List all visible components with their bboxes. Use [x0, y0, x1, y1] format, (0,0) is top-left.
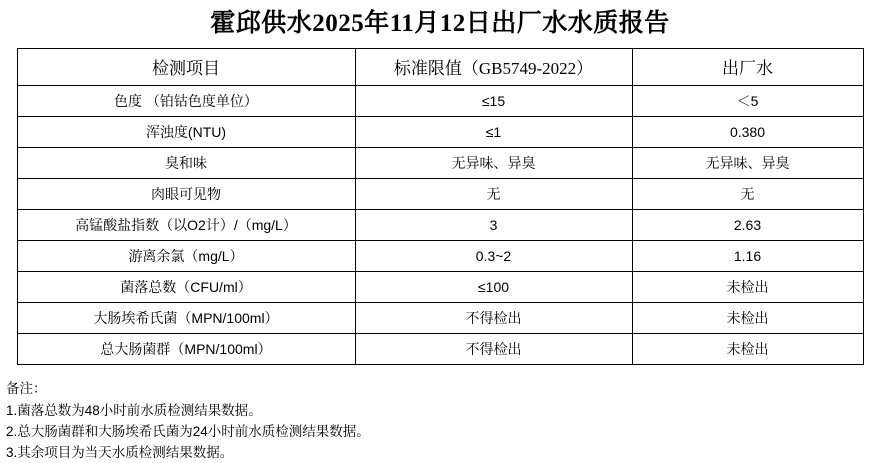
cell-value: 未检出 — [632, 302, 863, 333]
cell-value: 0.380 — [632, 116, 863, 147]
page-title: 霍邱供水2025年11月12日出厂水水质报告 — [210, 10, 670, 37]
cell-standard: 无 — [355, 178, 632, 209]
cell-item: 游离余氯（mg/L） — [17, 240, 355, 271]
water-quality-table — [17, 48, 864, 365]
cell-value: 1.16 — [632, 240, 863, 271]
note-item: 3.其余项目为当天水质检测结果数据。 — [6, 444, 234, 460]
table-row — [17, 333, 863, 364]
table-row — [17, 147, 863, 178]
cell-item: 高锰酸盐指数（以O2计）/（mg/L） — [17, 209, 355, 240]
table-row — [17, 271, 863, 302]
cell-standard: ≤15 — [355, 85, 632, 116]
cell-value: 2.63 — [632, 209, 863, 240]
cell-standard: 无异味、异臭 — [355, 147, 632, 178]
cell-standard: 3 — [355, 209, 632, 240]
table-row — [17, 302, 863, 333]
table-header-row — [17, 48, 863, 85]
table-row — [17, 85, 863, 116]
cell-value: 无异味、异臭 — [632, 147, 863, 178]
table-row — [17, 178, 863, 209]
cell-value: 未检出 — [632, 333, 863, 364]
notes-title: 备注： — [6, 380, 47, 396]
table-row — [17, 209, 863, 240]
table-row — [17, 240, 863, 271]
column-header-effluent-water: 出厂水 — [632, 48, 863, 85]
notes-section — [0, 365, 880, 463]
cell-item: 臭和味 — [17, 147, 355, 178]
cell-item: 色度 （铂钴色度单位） — [17, 85, 355, 116]
column-header-item: 检测项目 — [17, 48, 355, 85]
cell-standard: 不得检出 — [355, 302, 632, 333]
cell-item: 肉眼可见物 — [17, 178, 355, 209]
cell-value: ＜5 — [632, 85, 863, 116]
cell-item: 菌落总数（CFU/ml） — [17, 271, 355, 302]
table-row — [17, 116, 863, 147]
cell-item: 大肠埃希氏菌（MPN/100ml） — [17, 302, 355, 333]
cell-item: 浑浊度(NTU) — [17, 116, 355, 147]
column-header-standard-limit: 标准限值（GB5749-2022） — [355, 48, 632, 85]
cell-standard: ≤100 — [355, 271, 632, 302]
note-item: 1.菌落总数为48小时前水质检测结果数据。 — [6, 402, 262, 418]
cell-standard: 不得检出 — [355, 333, 632, 364]
cell-standard: ≤1 — [355, 116, 632, 147]
cell-item: 总大肠菌群（MPN/100ml） — [17, 333, 355, 364]
cell-value: 无 — [632, 178, 863, 209]
cell-value: 未检出 — [632, 271, 863, 302]
cell-standard: 0.3~2 — [355, 240, 632, 271]
note-item: 2.总大肠菌群和大肠埃希氏菌为24小时前水质检测结果数据。 — [6, 423, 370, 439]
